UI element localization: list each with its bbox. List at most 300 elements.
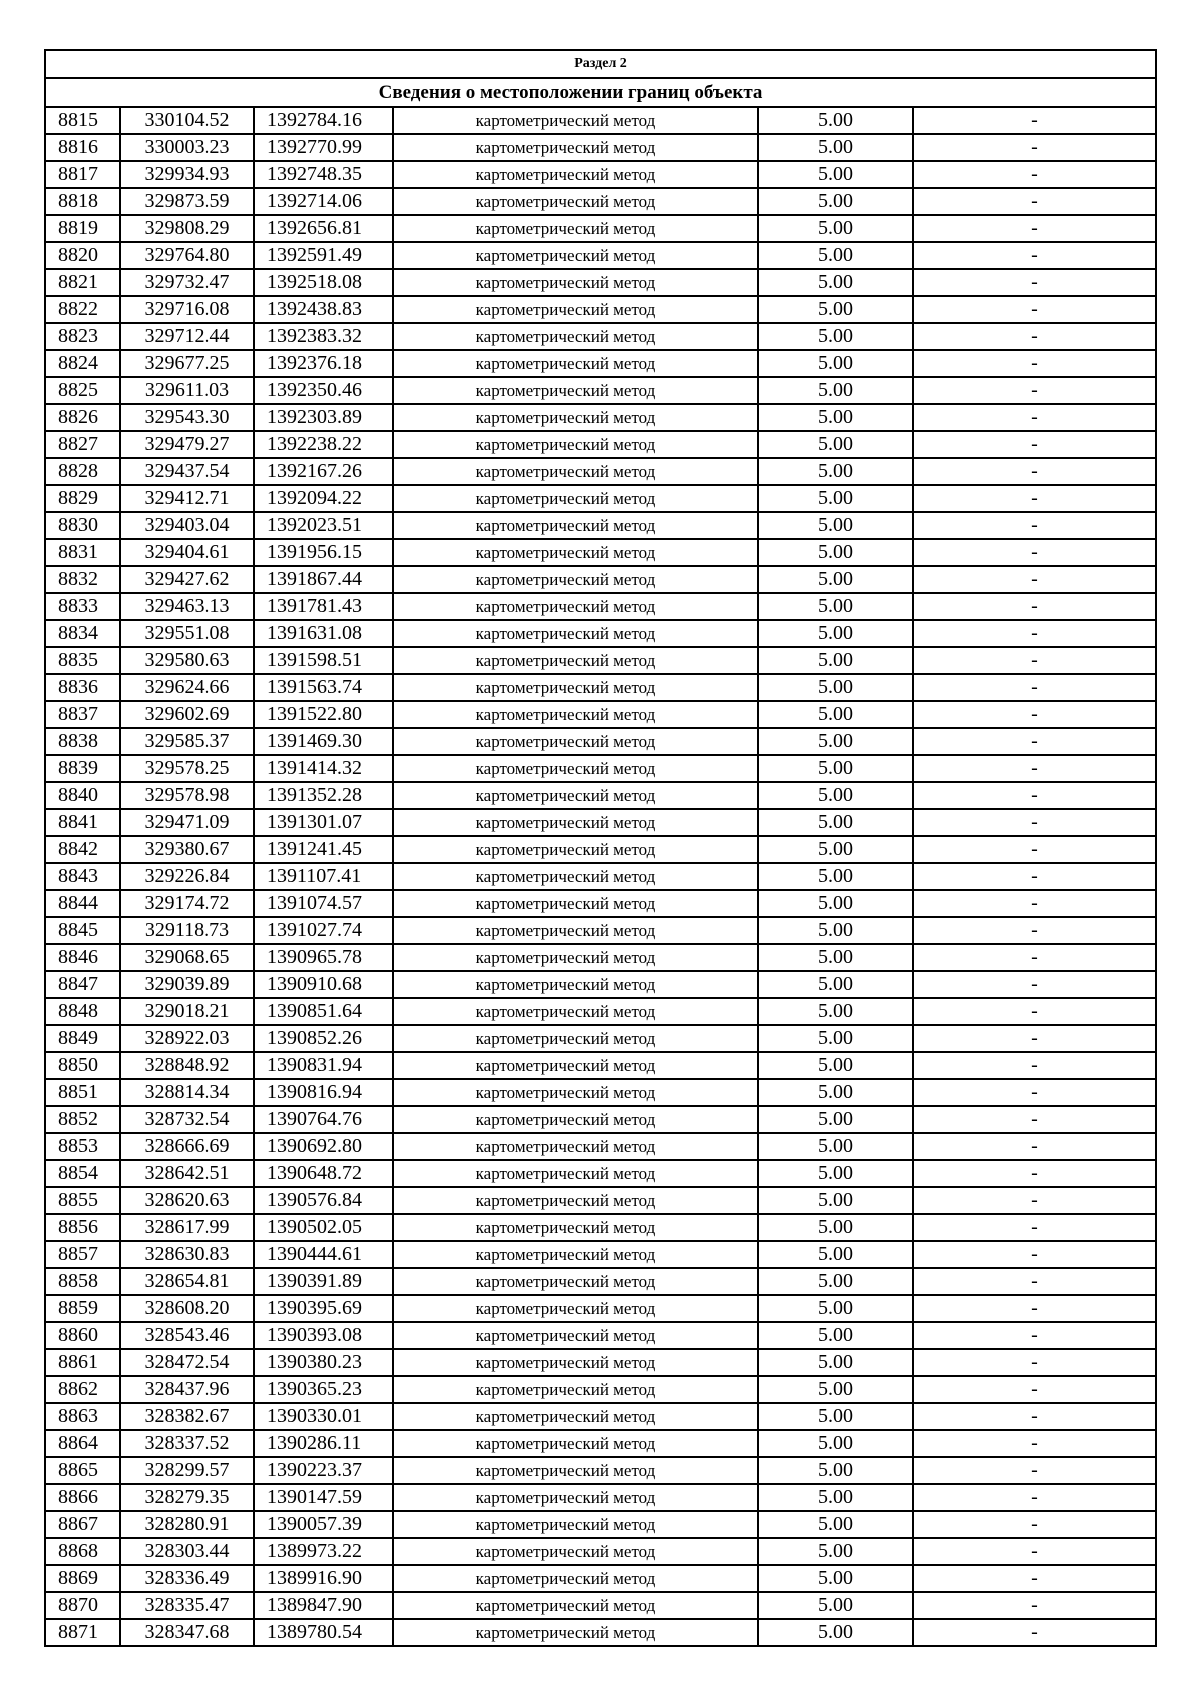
y-coordinate-cell: 1390330.01: [254, 1403, 393, 1430]
y-coordinate-cell: 1389916.90: [254, 1565, 393, 1592]
point-number-cell: 8868: [45, 1538, 120, 1565]
description-cell: -: [913, 269, 1156, 296]
method-cell: картометрический метод: [393, 917, 758, 944]
x-coordinate-cell: 328437.96: [120, 1376, 254, 1403]
y-coordinate-cell: 1392167.26: [254, 458, 393, 485]
table-row: [45, 539, 1156, 566]
x-coordinate-cell: 328543.46: [120, 1322, 254, 1349]
y-coordinate-cell: 1391074.57: [254, 890, 393, 917]
description-cell: -: [913, 755, 1156, 782]
y-coordinate-cell: 1392383.32: [254, 323, 393, 350]
method-cell: картометрический метод: [393, 1511, 758, 1538]
precision-cell: 5.00: [758, 1430, 913, 1457]
description-cell: -: [913, 458, 1156, 485]
point-number-cell: 8830: [45, 512, 120, 539]
method-cell: картометрический метод: [393, 377, 758, 404]
y-coordinate-cell: 1391781.43: [254, 593, 393, 620]
table-row: [45, 782, 1156, 809]
description-cell: -: [913, 1538, 1156, 1565]
table-row: [45, 1079, 1156, 1106]
table-title: Сведения о местоположении границ объекта: [45, 78, 1156, 107]
table-row: [45, 863, 1156, 890]
method-cell: картометрический метод: [393, 242, 758, 269]
precision-cell: 5.00: [758, 593, 913, 620]
method-cell: картометрический метод: [393, 944, 758, 971]
description-cell: -: [913, 1133, 1156, 1160]
precision-cell: 5.00: [758, 782, 913, 809]
method-cell: картометрический метод: [393, 1619, 758, 1646]
precision-cell: 5.00: [758, 1349, 913, 1376]
y-coordinate-cell: 1390147.59: [254, 1484, 393, 1511]
description-cell: -: [913, 350, 1156, 377]
description-cell: -: [913, 1376, 1156, 1403]
point-number-cell: 8818: [45, 188, 120, 215]
description-cell: -: [913, 836, 1156, 863]
point-number-cell: 8843: [45, 863, 120, 890]
description-cell: -: [913, 404, 1156, 431]
table-row: [45, 836, 1156, 863]
x-coordinate-cell: 329437.54: [120, 458, 254, 485]
x-coordinate-cell: 329403.04: [120, 512, 254, 539]
x-coordinate-cell: 329712.44: [120, 323, 254, 350]
table-title-row: [45, 78, 1156, 107]
precision-cell: 5.00: [758, 1592, 913, 1619]
y-coordinate-cell: 1392518.08: [254, 269, 393, 296]
description-cell: -: [913, 971, 1156, 998]
point-number-cell: 8842: [45, 836, 120, 863]
method-cell: картометрический метод: [393, 107, 758, 134]
description-cell: -: [913, 134, 1156, 161]
method-cell: картометрический метод: [393, 1241, 758, 1268]
description-cell: -: [913, 1160, 1156, 1187]
method-cell: картометрический метод: [393, 809, 758, 836]
x-coordinate-cell: 329764.80: [120, 242, 254, 269]
table-row: [45, 1106, 1156, 1133]
precision-cell: 5.00: [758, 1052, 913, 1079]
x-coordinate-cell: 328335.47: [120, 1592, 254, 1619]
method-cell: картометрический метод: [393, 1025, 758, 1052]
method-cell: картометрический метод: [393, 1268, 758, 1295]
point-number-cell: 8845: [45, 917, 120, 944]
method-cell: картометрический метод: [393, 1538, 758, 1565]
table-row: [45, 1457, 1156, 1484]
x-coordinate-cell: 329602.69: [120, 701, 254, 728]
precision-cell: 5.00: [758, 161, 913, 188]
method-cell: картометрический метод: [393, 1403, 758, 1430]
x-coordinate-cell: 330003.23: [120, 134, 254, 161]
method-cell: картометрический метод: [393, 134, 758, 161]
description-cell: -: [913, 1214, 1156, 1241]
x-coordinate-cell: 328347.68: [120, 1619, 254, 1646]
boundary-coordinates-table: [44, 49, 1157, 1647]
method-cell: картометрический метод: [393, 1484, 758, 1511]
description-cell: -: [913, 512, 1156, 539]
point-number-cell: 8816: [45, 134, 120, 161]
point-number-cell: 8846: [45, 944, 120, 971]
table-row: [45, 809, 1156, 836]
table-row: [45, 1322, 1156, 1349]
description-cell: -: [913, 1565, 1156, 1592]
precision-cell: 5.00: [758, 1025, 913, 1052]
method-cell: картометрический метод: [393, 161, 758, 188]
x-coordinate-cell: 329543.30: [120, 404, 254, 431]
method-cell: картометрический метод: [393, 782, 758, 809]
description-cell: -: [913, 1079, 1156, 1106]
point-number-cell: 8849: [45, 1025, 120, 1052]
table-row: [45, 1133, 1156, 1160]
precision-cell: 5.00: [758, 1565, 913, 1592]
precision-cell: 5.00: [758, 674, 913, 701]
y-coordinate-cell: 1391107.41: [254, 863, 393, 890]
description-cell: -: [913, 1592, 1156, 1619]
y-coordinate-cell: 1392238.22: [254, 431, 393, 458]
point-number-cell: 8835: [45, 647, 120, 674]
point-number-cell: 8839: [45, 755, 120, 782]
method-cell: картометрический метод: [393, 1106, 758, 1133]
description-cell: -: [913, 1322, 1156, 1349]
description-cell: -: [913, 485, 1156, 512]
description-cell: -: [913, 944, 1156, 971]
y-coordinate-cell: 1390764.76: [254, 1106, 393, 1133]
precision-cell: 5.00: [758, 1511, 913, 1538]
description-cell: -: [913, 296, 1156, 323]
description-cell: -: [913, 1106, 1156, 1133]
table-row: [45, 944, 1156, 971]
point-number-cell: 8855: [45, 1187, 120, 1214]
point-number-cell: 8831: [45, 539, 120, 566]
description-cell: -: [913, 647, 1156, 674]
point-number-cell: 8838: [45, 728, 120, 755]
x-coordinate-cell: 328666.69: [120, 1133, 254, 1160]
x-coordinate-cell: 328620.63: [120, 1187, 254, 1214]
table-row: [45, 1295, 1156, 1322]
description-cell: -: [913, 1187, 1156, 1214]
point-number-cell: 8853: [45, 1133, 120, 1160]
method-cell: картометрический метод: [393, 1187, 758, 1214]
x-coordinate-cell: 328608.20: [120, 1295, 254, 1322]
x-coordinate-cell: 329732.47: [120, 269, 254, 296]
y-coordinate-cell: 1390502.05: [254, 1214, 393, 1241]
y-coordinate-cell: 1391598.51: [254, 647, 393, 674]
description-cell: -: [913, 998, 1156, 1025]
table-row: [45, 890, 1156, 917]
x-coordinate-cell: 329118.73: [120, 917, 254, 944]
method-cell: картометрический метод: [393, 215, 758, 242]
precision-cell: 5.00: [758, 1322, 913, 1349]
method-cell: картометрический метод: [393, 404, 758, 431]
table-row: [45, 161, 1156, 188]
table-row: [45, 1214, 1156, 1241]
y-coordinate-cell: 1390831.94: [254, 1052, 393, 1079]
precision-cell: 5.00: [758, 377, 913, 404]
method-cell: картометрический метод: [393, 593, 758, 620]
precision-cell: 5.00: [758, 809, 913, 836]
description-cell: -: [913, 620, 1156, 647]
precision-cell: 5.00: [758, 1403, 913, 1430]
section-label: Раздел 2: [45, 50, 1156, 78]
x-coordinate-cell: 328336.49: [120, 1565, 254, 1592]
x-coordinate-cell: 329039.89: [120, 971, 254, 998]
x-coordinate-cell: 329580.63: [120, 647, 254, 674]
y-coordinate-cell: 1390648.72: [254, 1160, 393, 1187]
y-coordinate-cell: 1392094.22: [254, 485, 393, 512]
description-cell: -: [913, 1511, 1156, 1538]
y-coordinate-cell: 1391522.80: [254, 701, 393, 728]
point-number-cell: 8827: [45, 431, 120, 458]
description-cell: -: [913, 1619, 1156, 1646]
description-cell: -: [913, 1052, 1156, 1079]
table-row: [45, 404, 1156, 431]
y-coordinate-cell: 1392023.51: [254, 512, 393, 539]
description-cell: -: [913, 431, 1156, 458]
point-number-cell: 8871: [45, 1619, 120, 1646]
y-coordinate-cell: 1392438.83: [254, 296, 393, 323]
x-coordinate-cell: 328299.57: [120, 1457, 254, 1484]
point-number-cell: 8822: [45, 296, 120, 323]
method-cell: картометрический метод: [393, 1133, 758, 1160]
x-coordinate-cell: 329716.08: [120, 296, 254, 323]
y-coordinate-cell: 1390444.61: [254, 1241, 393, 1268]
method-cell: картометрический метод: [393, 1160, 758, 1187]
point-number-cell: 8832: [45, 566, 120, 593]
y-coordinate-cell: 1390576.84: [254, 1187, 393, 1214]
y-coordinate-cell: 1391414.32: [254, 755, 393, 782]
x-coordinate-cell: 329174.72: [120, 890, 254, 917]
section-header-row: [45, 50, 1156, 78]
table-row: [45, 917, 1156, 944]
table-row: [45, 566, 1156, 593]
y-coordinate-cell: 1391867.44: [254, 566, 393, 593]
precision-cell: 5.00: [758, 620, 913, 647]
description-cell: -: [913, 674, 1156, 701]
point-number-cell: 8817: [45, 161, 120, 188]
point-number-cell: 8815: [45, 107, 120, 134]
x-coordinate-cell: 329578.98: [120, 782, 254, 809]
point-number-cell: 8819: [45, 215, 120, 242]
point-number-cell: 8828: [45, 458, 120, 485]
table-row: [45, 323, 1156, 350]
method-cell: картометрический метод: [393, 971, 758, 998]
y-coordinate-cell: 1389780.54: [254, 1619, 393, 1646]
point-number-cell: 8844: [45, 890, 120, 917]
table-row: [45, 1538, 1156, 1565]
precision-cell: 5.00: [758, 863, 913, 890]
y-coordinate-cell: 1391301.07: [254, 809, 393, 836]
x-coordinate-cell: 329380.67: [120, 836, 254, 863]
method-cell: картометрический метод: [393, 620, 758, 647]
description-cell: -: [913, 701, 1156, 728]
precision-cell: 5.00: [758, 1538, 913, 1565]
method-cell: картометрический метод: [393, 1322, 758, 1349]
y-coordinate-cell: 1389847.90: [254, 1592, 393, 1619]
precision-cell: 5.00: [758, 323, 913, 350]
description-cell: -: [913, 809, 1156, 836]
description-cell: -: [913, 1403, 1156, 1430]
table-row: [45, 296, 1156, 323]
point-number-cell: 8858: [45, 1268, 120, 1295]
precision-cell: 5.00: [758, 350, 913, 377]
point-number-cell: 8837: [45, 701, 120, 728]
method-cell: картометрический метод: [393, 1079, 758, 1106]
y-coordinate-cell: 1390965.78: [254, 944, 393, 971]
y-coordinate-cell: 1391241.45: [254, 836, 393, 863]
table-row: [45, 674, 1156, 701]
x-coordinate-cell: 329585.37: [120, 728, 254, 755]
x-coordinate-cell: 329624.66: [120, 674, 254, 701]
precision-cell: 5.00: [758, 890, 913, 917]
description-cell: -: [913, 863, 1156, 890]
x-coordinate-cell: 328382.67: [120, 1403, 254, 1430]
table-row: [45, 215, 1156, 242]
point-number-cell: 8862: [45, 1376, 120, 1403]
point-number-cell: 8864: [45, 1430, 120, 1457]
description-cell: -: [913, 1295, 1156, 1322]
table-row: [45, 728, 1156, 755]
method-cell: картометрический метод: [393, 998, 758, 1025]
table-row: [45, 1349, 1156, 1376]
point-number-cell: 8836: [45, 674, 120, 701]
method-cell: картометрический метод: [393, 458, 758, 485]
precision-cell: 5.00: [758, 1079, 913, 1106]
table-row: [45, 971, 1156, 998]
method-cell: картометрический метод: [393, 539, 758, 566]
method-cell: картометрический метод: [393, 431, 758, 458]
method-cell: картометрический метод: [393, 836, 758, 863]
table-row: [45, 647, 1156, 674]
method-cell: картометрический метод: [393, 1349, 758, 1376]
table-row: [45, 1241, 1156, 1268]
y-coordinate-cell: 1392784.16: [254, 107, 393, 134]
description-cell: -: [913, 728, 1156, 755]
point-number-cell: 8834: [45, 620, 120, 647]
precision-cell: 5.00: [758, 242, 913, 269]
point-number-cell: 8854: [45, 1160, 120, 1187]
precision-cell: 5.00: [758, 134, 913, 161]
point-number-cell: 8867: [45, 1511, 120, 1538]
y-coordinate-cell: 1391469.30: [254, 728, 393, 755]
precision-cell: 5.00: [758, 107, 913, 134]
y-coordinate-cell: 1391352.28: [254, 782, 393, 809]
y-coordinate-cell: 1392376.18: [254, 350, 393, 377]
point-number-cell: 8823: [45, 323, 120, 350]
y-coordinate-cell: 1392770.99: [254, 134, 393, 161]
precision-cell: 5.00: [758, 701, 913, 728]
description-cell: -: [913, 593, 1156, 620]
point-number-cell: 8869: [45, 1565, 120, 1592]
method-cell: картометрический метод: [393, 566, 758, 593]
x-coordinate-cell: 329677.25: [120, 350, 254, 377]
precision-cell: 5.00: [758, 944, 913, 971]
x-coordinate-cell: 328732.54: [120, 1106, 254, 1133]
point-number-cell: 8825: [45, 377, 120, 404]
precision-cell: 5.00: [758, 647, 913, 674]
description-cell: -: [913, 1268, 1156, 1295]
x-coordinate-cell: 329934.93: [120, 161, 254, 188]
y-coordinate-cell: 1390365.23: [254, 1376, 393, 1403]
method-cell: картометрический метод: [393, 647, 758, 674]
precision-cell: 5.00: [758, 1133, 913, 1160]
description-cell: -: [913, 377, 1156, 404]
description-cell: -: [913, 215, 1156, 242]
x-coordinate-cell: 329404.61: [120, 539, 254, 566]
description-cell: -: [913, 323, 1156, 350]
precision-cell: 5.00: [758, 485, 913, 512]
method-cell: картометрический метод: [393, 1565, 758, 1592]
description-cell: -: [913, 1430, 1156, 1457]
y-coordinate-cell: 1390395.69: [254, 1295, 393, 1322]
precision-cell: 5.00: [758, 971, 913, 998]
point-number-cell: 8852: [45, 1106, 120, 1133]
point-number-cell: 8826: [45, 404, 120, 431]
point-number-cell: 8840: [45, 782, 120, 809]
y-coordinate-cell: 1391563.74: [254, 674, 393, 701]
point-number-cell: 8848: [45, 998, 120, 1025]
precision-cell: 5.00: [758, 566, 913, 593]
table-row: [45, 134, 1156, 161]
x-coordinate-cell: 328280.91: [120, 1511, 254, 1538]
x-coordinate-cell: 329578.25: [120, 755, 254, 782]
precision-cell: 5.00: [758, 188, 913, 215]
point-number-cell: 8866: [45, 1484, 120, 1511]
x-coordinate-cell: 329611.03: [120, 377, 254, 404]
y-coordinate-cell: 1390391.89: [254, 1268, 393, 1295]
method-cell: картометрический метод: [393, 1430, 758, 1457]
method-cell: картометрический метод: [393, 890, 758, 917]
precision-cell: 5.00: [758, 1160, 913, 1187]
precision-cell: 5.00: [758, 1106, 913, 1133]
description-cell: -: [913, 917, 1156, 944]
precision-cell: 5.00: [758, 404, 913, 431]
precision-cell: 5.00: [758, 269, 913, 296]
x-coordinate-cell: 329463.13: [120, 593, 254, 620]
point-number-cell: 8870: [45, 1592, 120, 1619]
table-row: [45, 458, 1156, 485]
description-cell: -: [913, 566, 1156, 593]
y-coordinate-cell: 1389973.22: [254, 1538, 393, 1565]
table-row: [45, 1484, 1156, 1511]
y-coordinate-cell: 1392748.35: [254, 161, 393, 188]
precision-cell: 5.00: [758, 1214, 913, 1241]
point-number-cell: 8847: [45, 971, 120, 998]
y-coordinate-cell: 1390910.68: [254, 971, 393, 998]
method-cell: картометрический метод: [393, 485, 758, 512]
y-coordinate-cell: 1390692.80: [254, 1133, 393, 1160]
description-cell: -: [913, 1241, 1156, 1268]
y-coordinate-cell: 1390380.23: [254, 1349, 393, 1376]
method-cell: картометрический метод: [393, 350, 758, 377]
table-row: [45, 377, 1156, 404]
table-row: [45, 701, 1156, 728]
y-coordinate-cell: 1390851.64: [254, 998, 393, 1025]
table-row: [45, 1403, 1156, 1430]
precision-cell: 5.00: [758, 1187, 913, 1214]
x-coordinate-cell: 329018.21: [120, 998, 254, 1025]
method-cell: картометрический метод: [393, 1376, 758, 1403]
method-cell: картометрический метод: [393, 863, 758, 890]
y-coordinate-cell: 1392714.06: [254, 188, 393, 215]
point-number-cell: 8857: [45, 1241, 120, 1268]
table-row: [45, 755, 1156, 782]
table-row: [45, 1376, 1156, 1403]
point-number-cell: 8850: [45, 1052, 120, 1079]
method-cell: картометрический метод: [393, 1592, 758, 1619]
y-coordinate-cell: 1390852.26: [254, 1025, 393, 1052]
y-coordinate-cell: 1391956.15: [254, 539, 393, 566]
description-cell: -: [913, 242, 1156, 269]
precision-cell: 5.00: [758, 728, 913, 755]
table-row: [45, 269, 1156, 296]
table-row: [45, 1430, 1156, 1457]
